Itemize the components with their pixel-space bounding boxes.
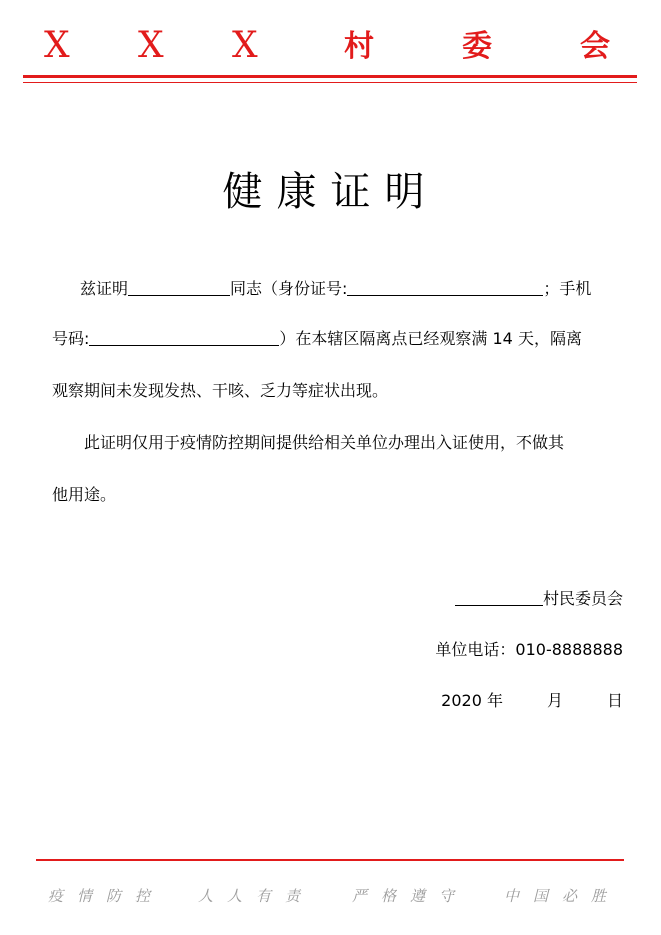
header-x-3: X	[232, 25, 258, 66]
phone-number-blank	[89, 327, 279, 346]
unit-phone: 单位电话：010-8888888	[435, 640, 623, 659]
slogan-4: 中国必胜	[504, 887, 621, 905]
committee-signature	[455, 587, 623, 611]
date-day: 日	[606, 691, 623, 710]
slogan-1: 疫情防控	[48, 887, 165, 905]
date-line	[441, 689, 623, 713]
header-char-hui: 会	[580, 29, 610, 64]
header-x-2: X	[138, 25, 164, 66]
header-char-cun: 村	[344, 29, 374, 64]
isolation-text: ）在本辖区隔离点已经观察满 14 天，隔离	[279, 329, 582, 348]
slogan-2: 人人有责	[198, 887, 315, 905]
body-line-3: 观察期间未发现发热、干咳、乏力等症状出现。	[52, 381, 389, 400]
header-char-wei: 委	[462, 29, 492, 64]
date-year: 2020 年	[441, 691, 503, 710]
slogan-3: 严格遵守	[352, 887, 469, 905]
body-line-1	[80, 277, 640, 301]
id-number-blank	[347, 277, 543, 296]
body-line-4: 此证明仅用于疫情防控期间提供给相关单位办理出入证使用，不做其	[84, 433, 565, 452]
certify-comrade: 同志（身份证号:	[230, 279, 348, 298]
certify-prefix: 兹证明	[80, 279, 129, 298]
committee-label: 村民委员会	[542, 589, 623, 608]
header-rule-thick	[23, 75, 637, 78]
footer-rule	[36, 859, 624, 861]
date-month: 月	[546, 691, 563, 710]
phone-label-start: ；手机	[543, 279, 592, 298]
body-line-2	[52, 327, 632, 351]
document-title: 健康证明	[222, 169, 439, 215]
phone-label-end: 号码:	[52, 329, 90, 348]
header-x-1: X	[44, 25, 70, 66]
header-rule-thin	[23, 82, 637, 83]
name-blank	[128, 277, 230, 296]
village-name-blank	[455, 587, 543, 606]
body-line-5: 他用途。	[52, 485, 117, 504]
